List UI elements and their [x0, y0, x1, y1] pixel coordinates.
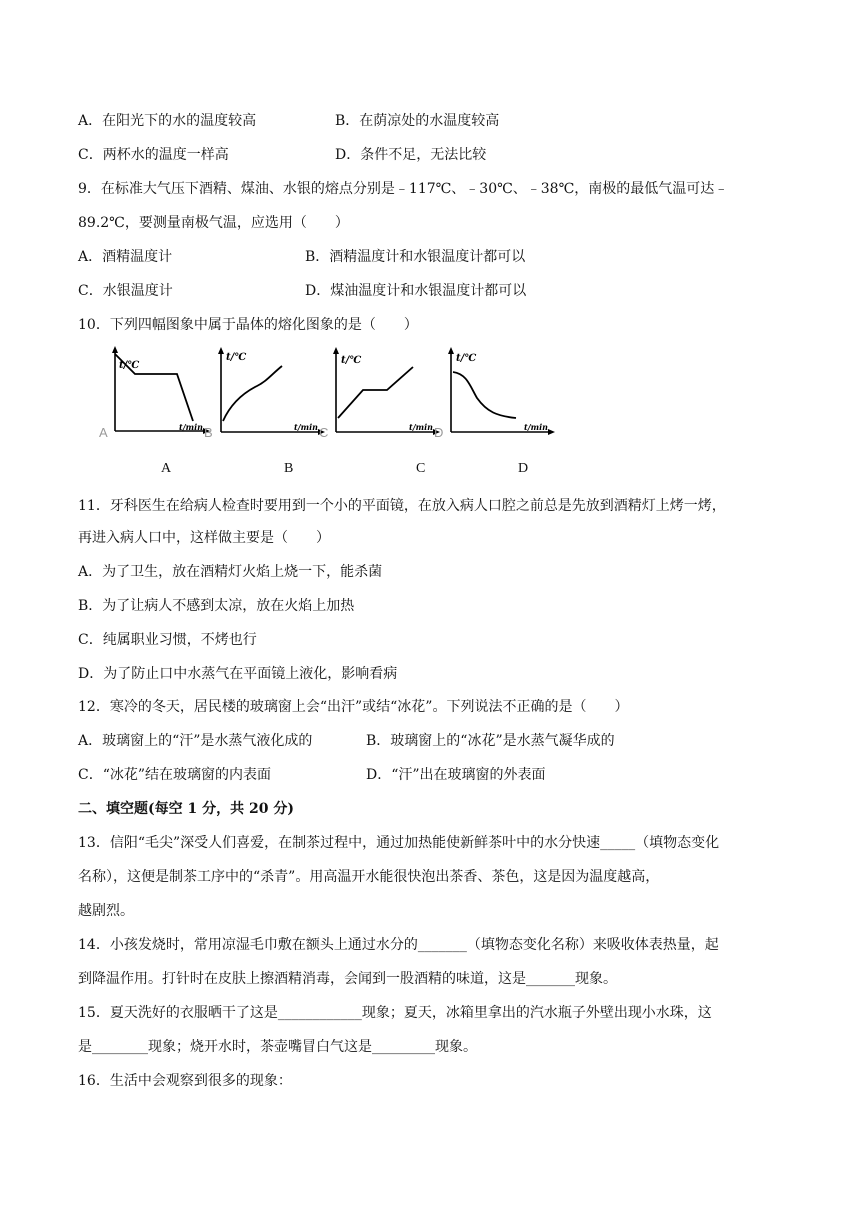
- graph-d-x-arrow: [548, 429, 555, 435]
- graph-a-y-arrow: [112, 346, 118, 353]
- graph-c-curve: [338, 367, 413, 418]
- graph-b-x-label: t/min: [294, 422, 318, 432]
- graph-c-corner-letter: C: [319, 425, 329, 440]
- graph-c-y-arrow: [333, 347, 339, 354]
- q12-option-a: A．玻璃窗上的“汗”是水蒸气液化成的: [78, 733, 313, 749]
- graph-a-label: A: [161, 461, 172, 476]
- q14-line2: 到降温作用。打针时在皮肤上擦酒精消毒，会闻到一股酒精的味道，这是_______现象。: [78, 971, 617, 987]
- q9-option-d: D．煤油温度计和水银温度计都可以: [305, 283, 527, 299]
- graph-d-label: D: [518, 461, 529, 476]
- q12-stem: 12．寒冷的冬天，居民楼的玻璃窗上会“出汗”或结“冰花”。下列说法不正确的是（ ）: [78, 699, 629, 715]
- q13-line1: 13．信阳“毛尖”深受人们喜爱，在制茶过程中，通过加热能使新鲜茶叶中的水分快速_____（填物态变化: [78, 835, 720, 851]
- q16-line1: 16．生活中会观察到很多的现象：: [78, 1073, 292, 1089]
- q9-stem-line1: 9．在标准大气压下酒精、煤油、水银的熔点分别是﹣117℃、﹣30℃、﹣38℃，南极的最低气温可达﹣: [78, 181, 729, 197]
- graph-b-y-arrow: [218, 347, 224, 354]
- graph-a-y-label: t/℃: [119, 360, 140, 371]
- q8-option-b: B．在荫凉处的水温度较高: [335, 113, 500, 129]
- graph-c-y-label: t/℃: [341, 355, 362, 366]
- graph-d-curve: [453, 372, 516, 418]
- q11-option-a: A．为了卫生，放在酒精灯火焰上烧一下，能杀菌: [78, 564, 383, 580]
- q15-line2: 是________现象；烧开水时，茶壶嘴冒白气这是_________现象。: [78, 1039, 477, 1055]
- q12-option-c: C．“冰花”结在玻璃窗的内表面: [78, 767, 272, 783]
- section-heading-fill-in: 二、填空题(每空 1 分，共 20 分): [78, 801, 294, 817]
- q9-stem-line2: 89.2℃，要测量南极气温，应选用（ ）: [78, 215, 349, 231]
- graph-d: [442, 346, 557, 438]
- q13-line3: 越剧烈。: [78, 903, 134, 919]
- q14-line1: 14．小孩发烧时，常用凉湿毛巾敷在额头上通过水分的_______（填物态变化名称）来吸收体表热量，起: [78, 937, 719, 953]
- q10-stem: 10．下列四幅图象中属于晶体的熔化图象的是（ ）: [78, 317, 418, 333]
- graph-b-corner-letter: B: [204, 425, 213, 440]
- q8-option-d: D．条件不足，无法比较: [335, 147, 487, 163]
- q15-line1: 15．夏天洗好的衣服晒干了这是____________现象；夏天，冰箱里拿出的汽水瓶子外壁出现小水珠，这: [78, 1005, 712, 1021]
- q11-stem-line2: 再进入病人口中，这样做主要是（ ）: [78, 530, 330, 546]
- graph-d-y-label: t/℃: [456, 353, 477, 364]
- graph-d-x-label: t/min: [524, 422, 548, 432]
- q12-option-b: B．玻璃窗上的“冰花”是水蒸气凝华成的: [366, 733, 615, 749]
- graph-c-x-label: t/min: [409, 422, 433, 432]
- graph-b-curve: [223, 366, 282, 421]
- graph-a: [97, 346, 212, 438]
- graph-d-y-arrow: [448, 347, 454, 354]
- q11-option-b: B．为了让病人不感到太凉，放在火焰上加热: [78, 598, 355, 614]
- graph-c-label: C: [416, 461, 426, 476]
- graph-b-y-label: t/℃: [226, 352, 247, 363]
- q9-option-c: C．水银温度计: [78, 283, 173, 299]
- graph-d-corner-letter: D: [434, 425, 444, 440]
- q8-option-a: A．在阳光下的水的温度较高: [78, 113, 257, 129]
- graph-a-x-label: t/min: [179, 422, 203, 432]
- q9-option-b: B．酒精温度计和水银温度计都可以: [305, 249, 526, 265]
- q11-option-d: D．为了防止口中水蒸气在平面镜上液化，影响看病: [78, 666, 398, 682]
- q11-stem-line1: 11．牙科医生在给病人检查时要用到一个小的平面镜，在放入病人口腔之前总是先放到酒精灯上烤一烤，: [78, 498, 726, 514]
- q8-option-c: C．两杯水的温度一样高: [78, 147, 229, 163]
- q12-option-d: D．“汗”出在玻璃窗的外表面: [366, 767, 546, 783]
- q9-option-a: A．酒精温度计: [78, 249, 173, 265]
- q11-option-c: C．纯属职业习惯，不烤也行: [78, 632, 257, 648]
- graph-c: [327, 346, 442, 438]
- q13-line2: 名称），这便是制茶工序中的“杀青”。用高温开水能很快泡出茶香、茶色，这是因为温度越高，: [78, 869, 660, 885]
- graph-a-corner-letter: A: [99, 425, 108, 440]
- graph-b: [212, 346, 327, 438]
- graph-b-label: B: [284, 461, 294, 476]
